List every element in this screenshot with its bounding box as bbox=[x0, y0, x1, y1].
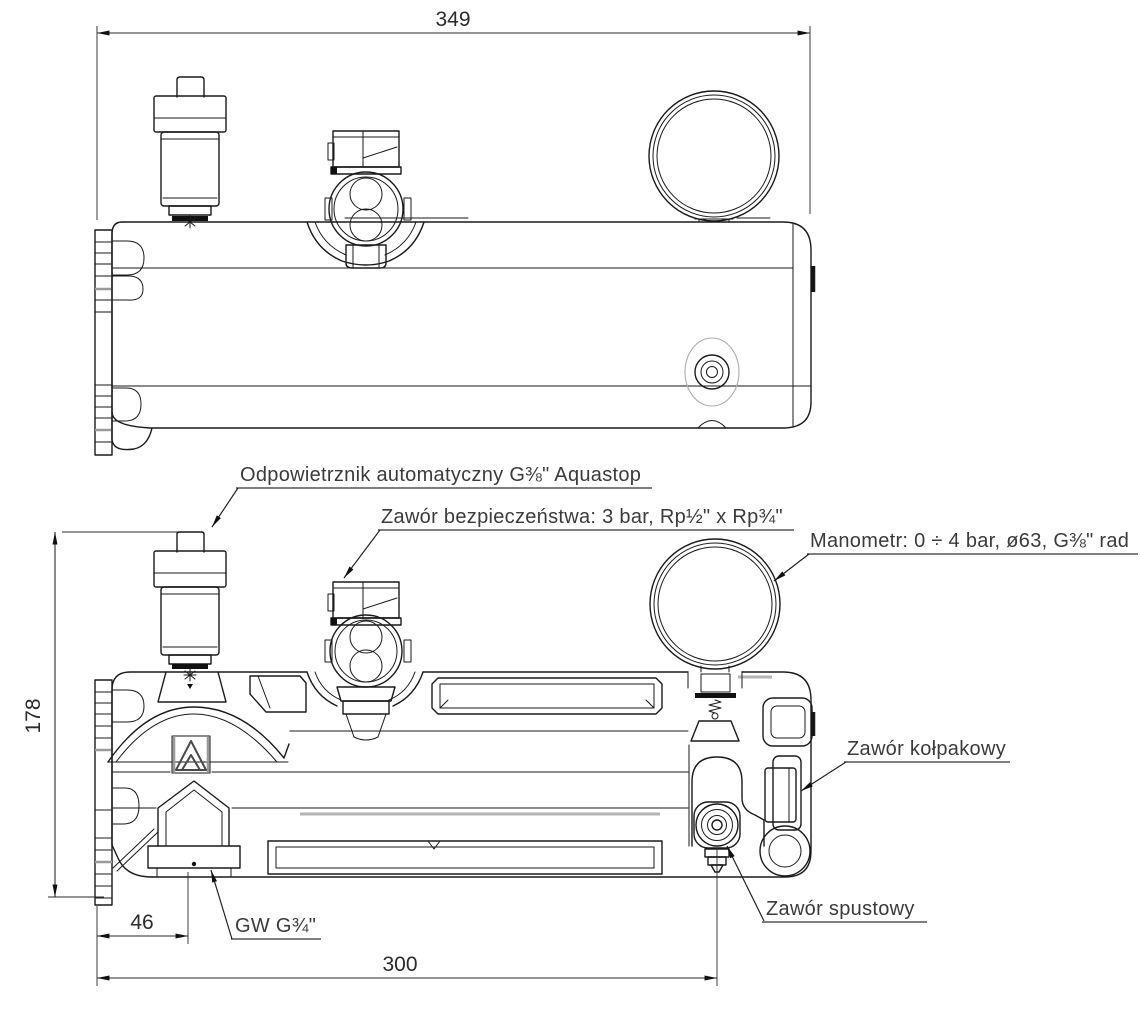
leader-air-vent bbox=[212, 488, 238, 527]
dim-300-value: 300 bbox=[382, 953, 418, 976]
dim-port-offset bbox=[97, 872, 188, 986]
callout-safety-valve-label: Zawór bezpieczeństwa: 3 bar, Rp½" x Rp¾" bbox=[381, 506, 783, 528]
left-step-wedge bbox=[250, 676, 306, 712]
bottom-recess-panel bbox=[268, 841, 662, 874]
wall-bracket-top bbox=[95, 230, 112, 455]
dim-46-value: 46 bbox=[130, 911, 154, 934]
port-center-mark bbox=[192, 862, 196, 866]
air-vent-front bbox=[154, 532, 226, 689]
leader-manometer bbox=[774, 554, 809, 581]
body-front bbox=[108, 672, 813, 877]
leader-drain-valve bbox=[727, 846, 764, 921]
top-right-recess bbox=[763, 698, 813, 746]
view-top bbox=[95, 77, 813, 690]
dim-178-value: 178 bbox=[22, 698, 45, 734]
air-vent-top bbox=[154, 77, 226, 228]
top-recess-panel bbox=[432, 678, 662, 714]
dim-overall-width bbox=[97, 8, 810, 220]
bottom-port-boss bbox=[148, 781, 240, 877]
leader-safety-valve bbox=[344, 530, 380, 578]
wall-bracket-front bbox=[95, 680, 112, 905]
callout-cap-valve bbox=[801, 738, 1010, 791]
view-front bbox=[95, 532, 813, 905]
callout-drain-valve bbox=[727, 846, 927, 922]
side-port-front bbox=[760, 826, 810, 876]
vent-star-icon bbox=[184, 669, 196, 681]
safety-valve-front bbox=[307, 582, 423, 740]
body-top bbox=[112, 218, 813, 690]
drain-valve bbox=[692, 757, 764, 872]
manometer-mount bbox=[688, 672, 742, 741]
callout-drain-valve-label: Zawór spustowy bbox=[766, 898, 915, 920]
leader-bottom-port bbox=[211, 870, 232, 939]
spring-icon bbox=[709, 700, 721, 713]
leader-cap-valve bbox=[801, 762, 846, 791]
cap-valve bbox=[765, 756, 801, 830]
drain-port-front-top bbox=[685, 338, 739, 406]
callout-safety-valve bbox=[344, 506, 794, 578]
callout-bottom-port-label: GW G¾" bbox=[235, 915, 317, 937]
logo-plaque bbox=[172, 736, 210, 773]
callout-air-vent-label: Odpowietrznik automatyczny G⅜" Aquastop bbox=[240, 464, 642, 486]
callout-manometer-label: Manometr: 0 ÷ 4 bar, ø63, G⅜" rad bbox=[810, 530, 1130, 552]
callout-manometer bbox=[774, 530, 1138, 581]
manometer-top bbox=[649, 91, 779, 222]
dim-349-value: 349 bbox=[435, 8, 471, 31]
callout-bottom-port bbox=[211, 870, 321, 939]
callout-cap-valve-label: Zawór kołpakowy bbox=[847, 738, 1007, 760]
safety-valve-top bbox=[307, 131, 424, 268]
manometer-front bbox=[650, 539, 780, 672]
flow-arrow-icon bbox=[187, 684, 193, 689]
